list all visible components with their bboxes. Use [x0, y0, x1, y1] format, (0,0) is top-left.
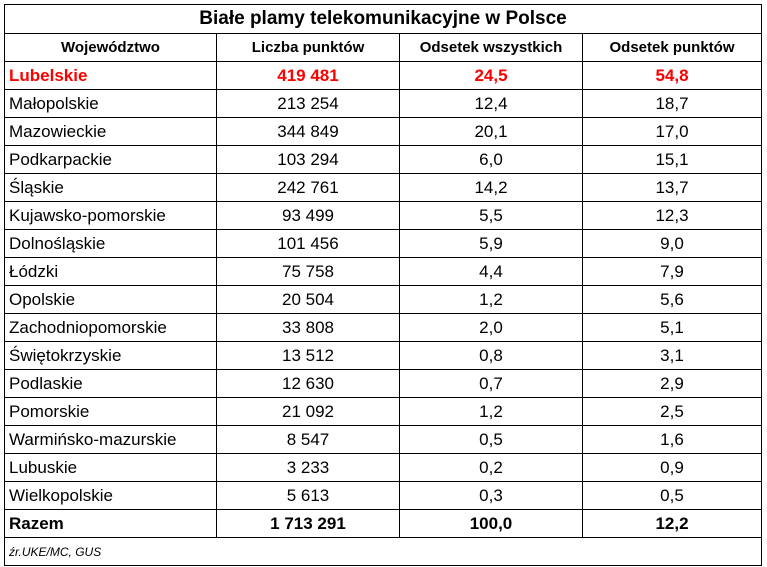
- share-of-all-cell: 1,2: [400, 398, 583, 426]
- voivodeship-cell: Warmińsko-mazurskie: [5, 426, 217, 454]
- table-row: [5, 342, 762, 370]
- voivodeship-cell: Kujawsko-pomorskie: [5, 202, 217, 230]
- table-row: [5, 118, 762, 146]
- table-row: [5, 314, 762, 342]
- header-row: [5, 34, 762, 62]
- table-row: [5, 454, 762, 482]
- point-count-cell: 75 758: [217, 258, 400, 286]
- share-of-points-cell: 9,0: [583, 230, 762, 258]
- column-header-point-count: Liczba punktów: [217, 34, 400, 62]
- share-of-points-cell: 18,7: [583, 90, 762, 118]
- point-count-cell: 33 808: [217, 314, 400, 342]
- telecom-white-spots-table: [4, 4, 762, 566]
- share-of-points-cell: 5,1: [583, 314, 762, 342]
- share-of-all-cell: 14,2: [400, 174, 583, 202]
- share-of-all-cell: 0,5: [400, 426, 583, 454]
- voivodeship-cell: Dolnośląskie: [5, 230, 217, 258]
- point-count-cell: 21 092: [217, 398, 400, 426]
- table-row: [5, 202, 762, 230]
- table-row: [5, 258, 762, 286]
- share-of-all-cell: 5,9: [400, 230, 583, 258]
- point-count-cell: 20 504: [217, 286, 400, 314]
- table-row: [5, 62, 762, 90]
- voivodeship-cell: Wielkopolskie: [5, 482, 217, 510]
- point-count-cell: 213 254: [217, 90, 400, 118]
- share-of-points-cell: 3,1: [583, 342, 762, 370]
- table-row: [5, 230, 762, 258]
- point-count-cell: 5 613: [217, 482, 400, 510]
- share-of-points-cell: 17,0: [583, 118, 762, 146]
- table-row: [5, 398, 762, 426]
- share-of-points-cell: 1,6: [583, 426, 762, 454]
- column-header-voivodeship: Województwo: [5, 34, 217, 62]
- total-share-of-all: 100,0: [400, 510, 583, 538]
- source-note: źr.UKE/MC, GUS: [5, 538, 762, 566]
- share-of-all-cell: 1,2: [400, 286, 583, 314]
- voivodeship-cell: Lubelskie: [5, 62, 217, 90]
- voivodeship-cell: Pomorskie: [5, 398, 217, 426]
- source-row: [5, 538, 762, 566]
- voivodeship-cell: Zachodniopomorskie: [5, 314, 217, 342]
- share-of-all-cell: 24,5: [400, 62, 583, 90]
- column-header-share-of-points: Odsetek punktów: [583, 34, 762, 62]
- point-count-cell: 3 233: [217, 454, 400, 482]
- share-of-all-cell: 0,2: [400, 454, 583, 482]
- table-title: Białe plamy telekomunikacyjne w Polsce: [5, 5, 762, 34]
- column-header-share-of-all: Odsetek wszystkich: [400, 34, 583, 62]
- point-count-cell: 12 630: [217, 370, 400, 398]
- voivodeship-cell: Opolskie: [5, 286, 217, 314]
- voivodeship-cell: Śląskie: [5, 174, 217, 202]
- point-count-cell: 93 499: [217, 202, 400, 230]
- share-of-all-cell: 5,5: [400, 202, 583, 230]
- share-of-all-cell: 6,0: [400, 146, 583, 174]
- voivodeship-cell: Małopolskie: [5, 90, 217, 118]
- share-of-points-cell: 7,9: [583, 258, 762, 286]
- point-count-cell: 419 481: [217, 62, 400, 90]
- voivodeship-cell: Podlaskie: [5, 370, 217, 398]
- share-of-points-cell: 0,9: [583, 454, 762, 482]
- voivodeship-cell: Podkarpackie: [5, 146, 217, 174]
- share-of-all-cell: 2,0: [400, 314, 583, 342]
- share-of-points-cell: 54,8: [583, 62, 762, 90]
- table-row: [5, 286, 762, 314]
- voivodeship-cell: Mazowieckie: [5, 118, 217, 146]
- share-of-all-cell: 4,4: [400, 258, 583, 286]
- share-of-all-cell: 0,7: [400, 370, 583, 398]
- share-of-points-cell: 5,6: [583, 286, 762, 314]
- share-of-points-cell: 0,5: [583, 482, 762, 510]
- total-point-count: 1 713 291: [217, 510, 400, 538]
- share-of-all-cell: 0,8: [400, 342, 583, 370]
- table-row: [5, 426, 762, 454]
- share-of-points-cell: 13,7: [583, 174, 762, 202]
- voivodeship-cell: Lubuskie: [5, 454, 217, 482]
- table-row: [5, 90, 762, 118]
- total-label: Razem: [5, 510, 217, 538]
- total-row: [5, 510, 762, 538]
- table-row: [5, 174, 762, 202]
- table-row: [5, 370, 762, 398]
- share-of-points-cell: 15,1: [583, 146, 762, 174]
- total-share-of-points: 12,2: [583, 510, 762, 538]
- point-count-cell: 103 294: [217, 146, 400, 174]
- table-row: [5, 482, 762, 510]
- voivodeship-cell: Łódzki: [5, 258, 217, 286]
- point-count-cell: 242 761: [217, 174, 400, 202]
- share-of-all-cell: 0,3: [400, 482, 583, 510]
- table-row: [5, 146, 762, 174]
- voivodeship-cell: Świętokrzyskie: [5, 342, 217, 370]
- share-of-all-cell: 12,4: [400, 90, 583, 118]
- point-count-cell: 13 512: [217, 342, 400, 370]
- share-of-points-cell: 2,9: [583, 370, 762, 398]
- share-of-points-cell: 12,3: [583, 202, 762, 230]
- point-count-cell: 8 547: [217, 426, 400, 454]
- point-count-cell: 101 456: [217, 230, 400, 258]
- title-row: [5, 5, 762, 34]
- share-of-points-cell: 2,5: [583, 398, 762, 426]
- table-body: [5, 62, 762, 510]
- share-of-all-cell: 20,1: [400, 118, 583, 146]
- point-count-cell: 344 849: [217, 118, 400, 146]
